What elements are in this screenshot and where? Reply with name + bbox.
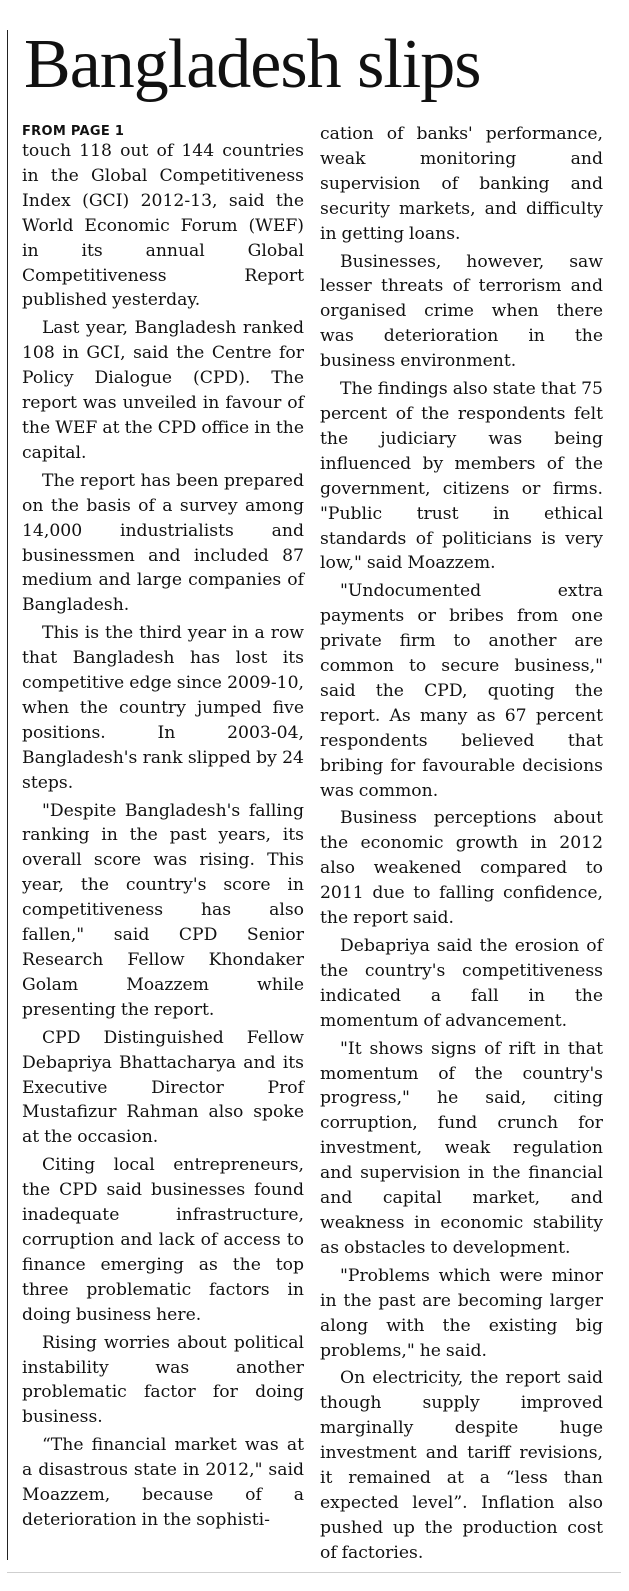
page-bottom-rule [7,1572,621,1573]
article-paragraph: touch 118 out of 144 countries in the Global Competitiveness Index (GCI) 2012-13, said the World Economic Forum (WEF) in its annual Global Competitiveness Report published yesterday. [22,141,304,311]
article-paragraph: Debapriya said the erosion of the country's competitiveness indicated a fall in the momentum of advancement. [320,936,603,1031]
headline: Bangladesh slips [24,26,481,103]
article-column-left [22,122,304,1533]
article-paragraph: "Despite Bangladesh's falling ranking in the past years, its overall score was rising. This year, the country's score in competitiveness has also fallen," said CPD Senior Research Fellow Khondaker Golam Moazzem while presenting the report. [22,800,304,1020]
column-rule [7,30,8,1560]
article-paragraph: cation of banks' performance, weak monitoring and supervision of banking and security markets, and difficulty in getting loans. [320,124,603,244]
article-paragraph: Citing local entrepreneurs, the CPD said businesses found inadequate infrastructure, corruption and lack of access to finance emerging as the top three problematic factors in doing business here. [22,1155,304,1325]
article-column-right [320,122,603,1566]
article-paragraph: CPD Distinguished Fellow Debapriya Bhattacharya and its Executive Director Prof Mustafizur Rahman also spoke at the occasion. [22,1027,304,1148]
article-paragraph: Business perceptions about the economic growth in 2012 also weakened compared to 2011 due to falling confidence, the report said. [320,808,603,929]
article-paragraph: "Problems which were minor in the past are becoming larger along with the existing big problems," he said. [320,1265,603,1361]
article-paragraph: "Undocumented extra payments or bribes from one private firm to another are common to secure business," said the CPD, quoting the report. As many as 67 percent respondents believed that bribing for favourable decisions was common. [320,581,603,801]
article-paragraph: The findings also state that 75 percent of the respondents felt the judiciary was being influenced by members of the government, citizens or firms. "Public trust in ethical standards of politicians is very low," said Moazzem. [320,379,603,574]
article-paragraph: Businesses, however, saw lesser threats of terrorism and organised crime when there was deterioration in the business environment. [320,251,603,372]
article-paragraph: Last year, Bangladesh ranked 108 in GCI, said the Centre for Policy Dialogue (CPD). The report was unveiled in favour of the WEF at the CPD office in the capital. [22,318,304,463]
article-paragraph: This is the third year in a row that Bangladesh has lost its competitive edge since 2009-10, when the country jumped five positions. In 2003-04, Bangladesh's rank slipped by 24 steps. [22,623,304,793]
article-paragraph: “The financial market was at a disastrous state in 2012," said Moazzem, because of a deterioration in the sophisti- [22,1435,304,1530]
jump-kicker: FROM PAGE 1 [22,124,125,139]
article-paragraph: The report has been prepared on the basis of a survey among 14,000 industrialists and businessmen and included 87 medium and large companies of Bangladesh. [22,470,304,616]
article-paragraph: "It shows signs of rift in that momentum of the country's progress," he said, citing corruption, fund crunch for investment, weak regulation and supervision in the financial and capital market, and weakness in economic stability as obstacles to development. [320,1038,603,1258]
article-paragraph: Rising worries about political instability was another problematic factor for doing business. [22,1332,304,1428]
article-paragraph: On electricity, the report said though supply improved marginally despite huge investment and tariff revisions, it remained at a “less than expected level”. Inflation also pushed up the production cost of factories. [320,1368,603,1563]
